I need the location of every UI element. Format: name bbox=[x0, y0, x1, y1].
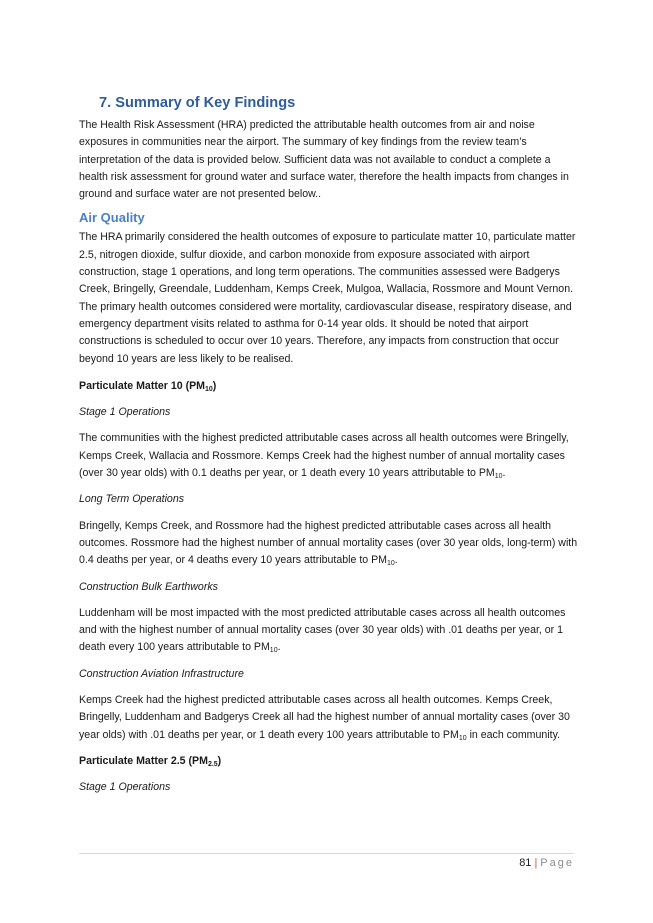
pm25-heading: Particulate Matter 2.5 $(PM_{2.5})$ bbox=[79, 754, 222, 768]
pm10-stage1-label: Stage 1 Operations bbox=[79, 406, 171, 419]
section-heading: 7. Summary of Key Findings bbox=[99, 95, 296, 111]
pm10-aviation-infra-paragraph: Kemps Creek had the highest predicted attributable cases across all health outcomes. Kemps Creek, Bringelly, Luddenham and Badgerys Creek all had the highest number of annual mortality cases (over 30 year olds) with .01 deaths per year, or 1 death every 100 years attributable to $PM_{10}$ in each community. bbox=[79, 694, 570, 742]
pm10-stage1-paragraph: The communities with the highest predicted attributable cases across all health outcomes were Bringelly, Kemps Creek, Wallacia and Rossmore. Kemps Creek had the highest number of annual mortality cases (over 30 year olds) with 0.1 deaths per year, or 1 death every 10 years attributable to $PM_{10}$. bbox=[79, 432, 569, 481]
page-word: Page bbox=[540, 857, 574, 869]
pm10-aviation-infra-label: Construction Aviation Infrastructure bbox=[79, 667, 244, 680]
pm10-bulk-earthworks-paragraph: Luddenham will be most impacted with the most predicted attributable cases across all health outcomes and with the highest number of annual mortality cases (over 30 year olds) with .01 deaths per year, or 1 death every 100 years attributable to $PM_{10}$. bbox=[79, 606, 566, 655]
pm10-bulk-earthworks-label: Construction Bulk Earthworks bbox=[79, 580, 218, 593]
page-number: 81 bbox=[519, 857, 532, 869]
footer-separator: | bbox=[534, 857, 538, 869]
page-content bbox=[79, 93, 579, 797]
air-quality-heading: Air Quality bbox=[79, 210, 145, 226]
pm10-heading: Particulate Matter 10 $(PM_{10})$ bbox=[79, 379, 217, 393]
footer-divider bbox=[79, 853, 574, 854]
page-footer bbox=[519, 855, 574, 871]
pm25-stage1-label: Stage 1 Operations bbox=[79, 781, 171, 794]
intro-paragraph: The Health Risk Assessment (HRA) predicted the attributable health outcomes from air and noise exposures in communities near the airport. The summary of key findings from the review team’s interpretation of the data is provided below. Sufficient data was not available to conduct a complete a health risk assessment for ground water and surface water, therefore the health impacts from changes in ground and surface water are not presented below.. bbox=[79, 119, 569, 201]
pm10-long-term-paragraph: Bringelly, Kemps Creek, and Rossmore had the highest predicted attributable cases across all health outcomes. Rossmore had the highest number of annual mortality cases (over 30 year olds, long-term) with 0.4 deaths per year, or 4 deaths every 10 years attributable to $PM_{10}$. bbox=[79, 519, 578, 568]
pm10-long-term-label: Long Term Operations bbox=[79, 493, 185, 506]
air-quality-paragraph: The HRA primarily considered the health outcomes of exposure to particulate matter 10, particulate matter 2.5, nitrogen dioxide, sulfur dioxide, and carbon monoxide from exposure associated with airport construction, stage 1 operations, and long term operations. The communities assessed were Badgerys Creek, Bringelly, Greendale, Luddenham, Kemps Creek, Mulgoa, Wallacia, Rossmore and Mount Vernon. The primary health outcomes considered were mortality, cardiovascular disease, respiratory disease, and emergency department visits related to asthma for 0-14 year olds. It should be noted that airport constructions is scheduled to occur over 10 years. Therefore, any impacts from construction that occur beyond 10 years are less likely to be realised. bbox=[79, 231, 576, 365]
